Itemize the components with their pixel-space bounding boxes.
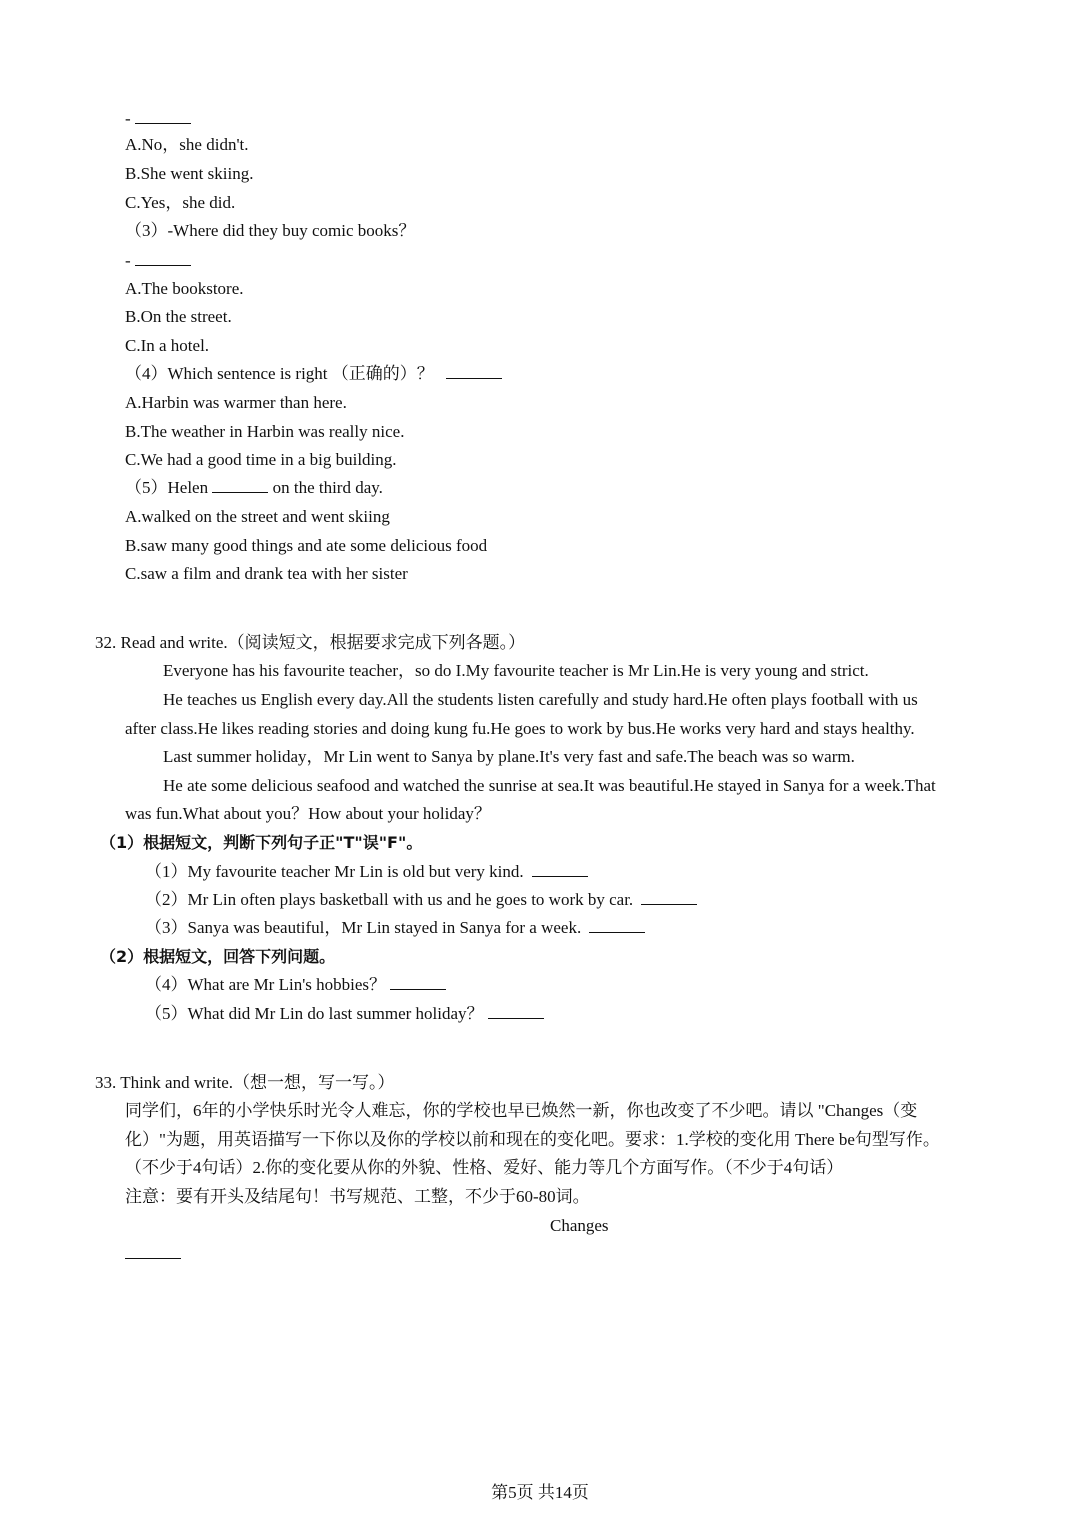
q32-passage-line: Everyone has his favourite teacher，so do I.My favourite teacher is Mr Lin.He is very young and strict. [163,661,869,680]
answer-blank[interactable] [532,862,588,877]
item-text: （5）What did Mr Lin do last summer holiday？ [145,1004,484,1023]
q31-2-answer-line [125,108,191,130]
answer-blank[interactable] [446,364,502,379]
q31-4-question [125,363,502,385]
q32-tf-item-2 [145,889,697,911]
answer-blank[interactable] [488,1004,544,1019]
q32-qa-item-4 [145,974,446,996]
question-text: （4）Which sentence is right （正确的）？ [125,364,434,383]
q31-3-question: （3）-Where did they buy comic books？ [125,221,416,240]
q33-instruction-line: 化）"为题，用英语描写一下你以及你的学校以前和现在的变化吧。要求：1.学校的变化用 There be句型写作。 [125,1130,940,1149]
item-text: （2）Mr Lin often plays basketball with us and he goes to work by car. [145,890,634,909]
answer-blank[interactable] [135,251,191,266]
q31-2-option-c: C.Yes，she did. [125,193,236,212]
q31-4-option-b: B.The weather in Harbin was really nice. [125,422,405,441]
q32-part1-title: （1）根据短文，判断下列句子正"T"误"F"。 [100,833,423,852]
q31-3-answer-line [125,250,191,272]
question-text: on the third day. [268,478,383,497]
answer-blank[interactable] [390,975,446,990]
q32-part2-title: （2）根据短文，回答下列问题。 [100,947,336,966]
answer-blank[interactable] [135,109,191,124]
q32-passage-line: He ate some delicious seafood and watched the sunrise at sea.It was beautiful.He stayed in Sanya for a week.That [163,776,936,795]
q33-instruction-line: （不少于4句话）2.你的变化要从你的外貌、性格、爱好、能力等几个方面写作。（不少于4句话） [125,1158,844,1177]
answer-blank[interactable] [212,478,268,493]
answer-blank[interactable] [125,1244,181,1259]
item-text: （4）What are Mr Lin's hobbies？ [145,975,387,994]
dash: - [125,109,135,128]
page-footer: 第5页 共14页 [491,1483,589,1502]
q31-5-option-c: C.saw a film and drank tea with her sister [125,564,408,583]
q32-passage-line: was fun.What about you？How about your holiday？ [125,804,491,823]
q33-heading: 33. Think and write.（想一想，写一写。） [95,1073,395,1092]
q31-4-option-c: C.We had a good time in a big building. [125,450,397,469]
q31-3-option-c: C.In a hotel. [125,336,210,355]
q31-3-option-b: B.On the street. [125,307,232,326]
q31-2-option-b: B.She went skiing. [125,164,254,183]
q31-5-option-a: A.walked on the street and went skiing [125,507,390,526]
answer-blank[interactable] [641,890,697,905]
q31-5-question [125,477,383,499]
question-text: （5）Helen [125,478,213,497]
q32-passage-line: He teaches us English every day.All the students listen carefully and study hard.He often plays football with us [163,690,918,709]
q31-5-option-b: B.saw many good things and ate some delicious food [125,536,488,555]
q33-instruction-line: 同学们，6年的小学快乐时光令人难忘，你的学校也早已焕然一新，你也改变了不少吧。请以 "Changes（变 [125,1101,918,1120]
q32-passage-line: after class.He likes reading stories and doing kung fu.He goes to work by bus.He works very hard and stays healthy. [125,719,915,738]
q32-heading: 32. Read and write.（阅读短文，根据要求完成下列各题。） [95,633,526,652]
q31-3-option-a: A.The bookstore. [125,279,244,298]
q32-qa-item-5 [145,1003,544,1025]
q32-passage-line: Last summer holiday，Mr Lin went to Sanya by plane.It's very fast and safe.The beach was so warm. [163,747,855,766]
answer-blank[interactable] [589,918,645,933]
q33-instruction-line: 注意：要有开头及结尾句！书写规范、工整，不少于60-80词。 [125,1187,590,1206]
q31-2-option-a: A.No，she didn't. [125,135,249,154]
q33-answer-line [125,1243,181,1265]
q31-4-option-a: A.Harbin was warmer than here. [125,393,347,412]
q32-tf-item-3 [145,917,645,939]
item-text: （1）My favourite teacher Mr Lin is old but very kind. [145,862,524,881]
q32-tf-item-1 [145,861,588,883]
item-text: （3）Sanya was beautiful，Mr Lin stayed in Sanya for a week. [145,918,582,937]
dash: - [125,251,135,270]
q33-essay-title: Changes [550,1216,609,1235]
